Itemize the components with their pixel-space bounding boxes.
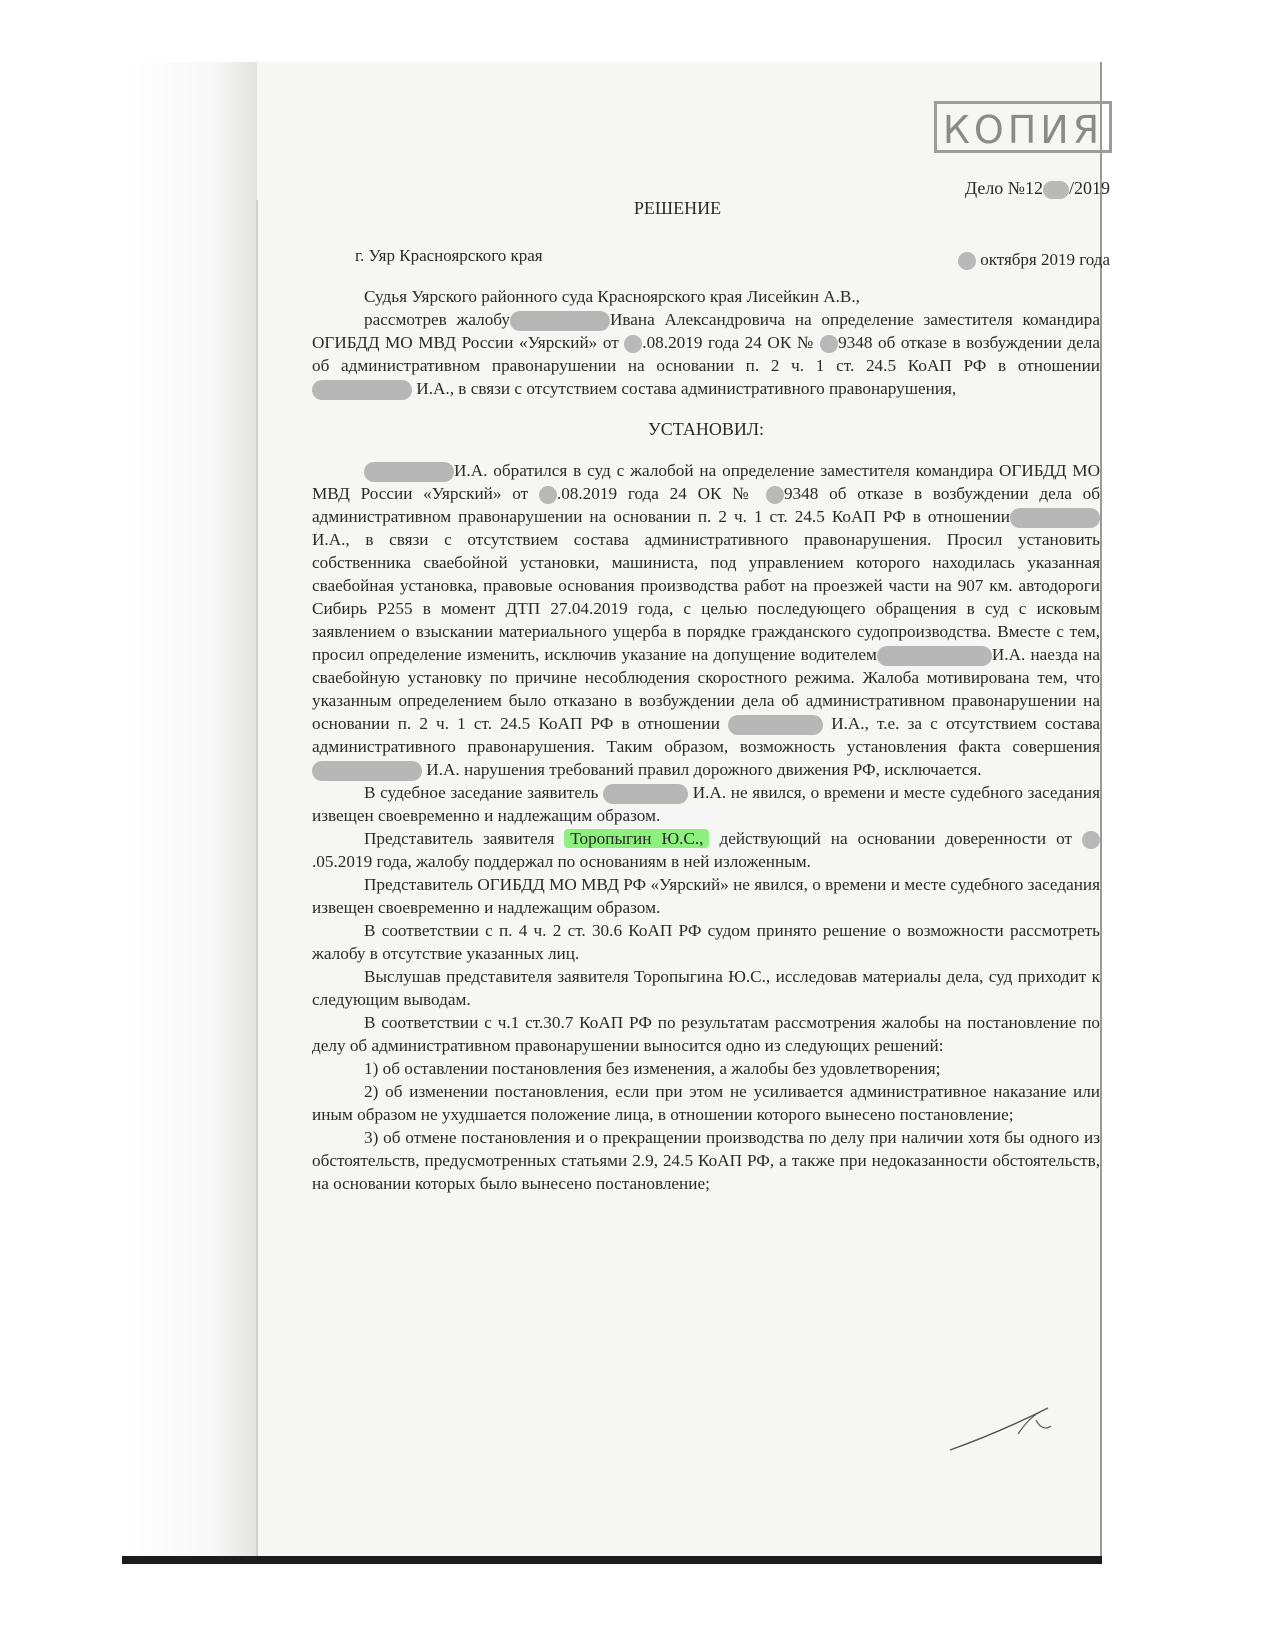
- redaction-mark: [312, 380, 412, 400]
- list-item: 3) об отмене постановления и о прекращении производства по делу при наличии хотя бы одного из обстоятельств, предусмотренных статьями 2.9, 24.5 КоАП РФ, а также при недоказанности обстоятельств, на основании которых было вынесено постановление;: [312, 1128, 1100, 1194]
- paragraph-law-reference: В соответствии с ч.1 ст.30.7 КоАП РФ по результатам рассмотрения жалобы на постановление по делу об административном правонарушении выносится одно из следующих решений:: [312, 1013, 1100, 1056]
- redaction-mark: [1043, 181, 1069, 199]
- redaction-mark: [766, 486, 784, 504]
- paragraph-representative: Представитель заявителя Торопыгин Ю.С., действующий на основании доверенности от .05.2019 года, жалобу поддержал по основаниям в ней изложенным.: [312, 827, 1100, 873]
- page-fold: [122, 62, 257, 1562]
- redaction-mark: [312, 761, 422, 781]
- redaction-mark: [364, 462, 454, 482]
- paragraph-complaint: И.А. обратился в суд с жалобой на определение заместителя командира ОГИБДД МО МВД России «Уярский» от .08.2019 года 24 ОК № 9348 об отказе в возбуждении дела об административном правонарушении на основании п. 2 ч. 1 ст. 24.5 КоАП РФ в отношенииИ.А., в связи с отсутствием состава административного правонарушения. Просил установить собственника сваебойной установки, машиниста, под управлением которого находилась указанная сваебойная установка, правовые основания производства работ на проезжей части на 907 км. автодороги Сибирь Р255 в момент ДТП 27.04.2019 года, с целью последующего обращения в суд с исковым заявлением о взыскании материального ущерба в порядке гражданского судопроизводства. Вместе с тем, просил определение изменить, исключив указание на допущение водителем И.А. наезда на сваебойную установку по причине несоблюдения скоростного режима. Жалоба мотивирована тем, что указанным определением было отказано в возбуждении дела об административном правонарушении на основании п. 2 ч. 1 ст. 24.5 КоАП РФ в отношении И.А., т.е. за с отсутствием состава административного правонарушения. Таким образом, возможность установления факта совершения И.А. нарушения требований правил дорожного движения РФ, исключается.: [312, 459, 1100, 781]
- document-body: [312, 285, 1100, 1195]
- list-item: 2) об изменении постановления, если при этом не усиливается административное наказание или иным образом не ухудшается положение лица, в отношении которого вынесено постановление;: [312, 1082, 1100, 1125]
- decision-date: октября 2019 года: [958, 250, 1110, 270]
- redaction-mark: [624, 335, 642, 353]
- redaction-mark: [603, 784, 688, 804]
- redaction-mark: [510, 311, 610, 331]
- highlighted-name: Торопыгин Ю.С.,: [564, 829, 709, 848]
- redaction-mark: [728, 715, 823, 735]
- signature: [948, 1404, 1053, 1452]
- paragraph-considered: рассмотрев жалобу Ивана Александровича на определение заместителя командира ОГИБДД МО МВД России «Уярский» от .08.2019 года 24 ОК № 9348 об отказе в возбуждении дела об административном правонарушении на основании п. 2 ч. 1 ст. 24.5 КоАП РФ в отношении И.А., в связи с отсутствием состава административного правонарушения,: [312, 308, 1100, 400]
- redaction-mark: [820, 335, 838, 353]
- redaction-mark: [539, 486, 557, 504]
- place-of-decision: г. Уяр Красноярского края: [355, 246, 543, 265]
- document-title: РЕШЕНИЕ: [633, 198, 722, 218]
- paragraph-judge: Судья Уярского районного суда Красноярского края Лисейкин А.В.,: [364, 287, 860, 306]
- redaction-mark: [1010, 508, 1100, 528]
- paragraph-applicant-absent: В судебное заседание заявитель И.А. не явился, о времени и месте судебного заседания извещен своевременно и надлежащим образом.: [312, 783, 1101, 826]
- list-item: 1) об оставлении постановления без изменения, а жалобы без удовлетворения;: [364, 1059, 941, 1079]
- case-number: Дело №12 /2019: [964, 178, 1110, 198]
- redaction-mark: [877, 646, 992, 666]
- fold-line: [256, 200, 258, 1560]
- paragraph-police-absent: Представитель ОГИБДД МО МВД РФ «Уярский» не явился, о времени и месте судебного заседания извещен своевременно и надлежащим образом.: [312, 875, 1100, 918]
- section-heading-established: УСТАНОВИЛ:: [647, 419, 765, 440]
- redaction-mark: [958, 252, 976, 270]
- paragraph-hearing: Выслушав представителя заявителя Торопыгина Ю.С., исследовав материалы дела, суд приходит к следующим выводам.: [312, 967, 1100, 1010]
- copy-stamp: КОПИЯ: [934, 101, 1112, 153]
- page-bottom-edge: [122, 1556, 1102, 1564]
- redaction-mark: [1082, 831, 1100, 849]
- paragraph-procedure: В соответствии с п. 4 ч. 2 ст. 30.6 КоАП РФ судом принято решение о возможности рассмотреть жалобу в отсутствие указанных лиц.: [312, 921, 1100, 964]
